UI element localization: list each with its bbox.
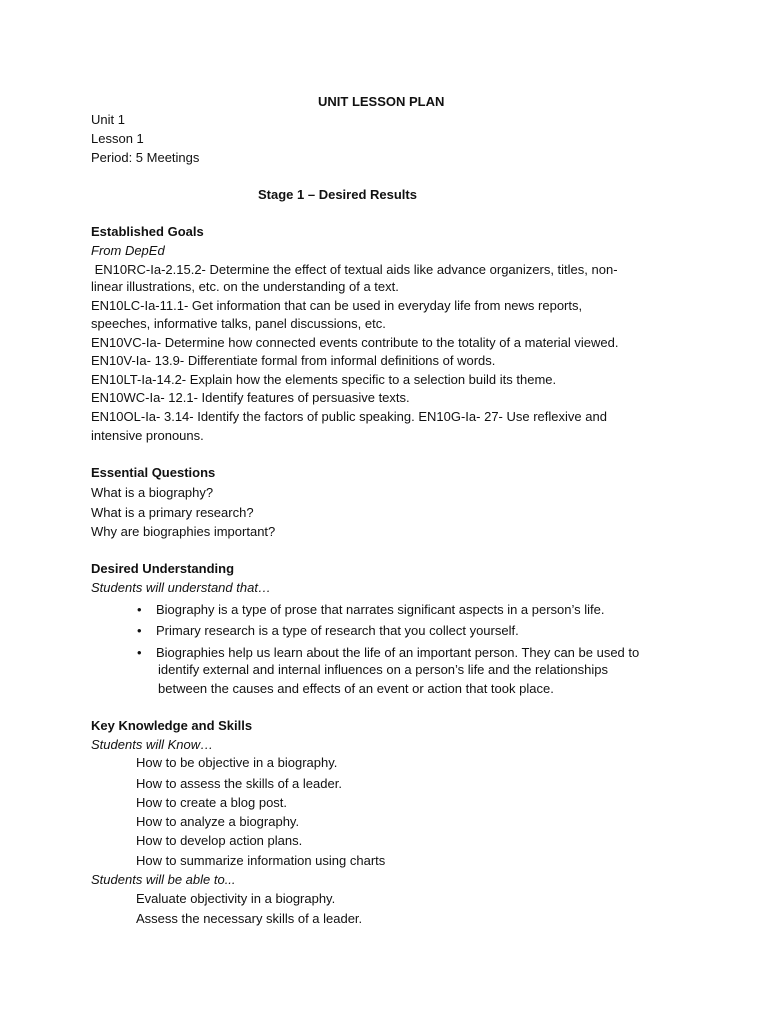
know-intro: Students will Know… bbox=[91, 737, 214, 752]
document-title: UNIT LESSON PLAN bbox=[318, 94, 445, 109]
know-item: How to assess the skills of a leader. bbox=[136, 776, 342, 791]
goal-line: EN10LT-Ia-14.2- Explain how the elements specific to a selection build its theme. bbox=[91, 372, 557, 387]
unit-label: Unit 1 bbox=[91, 112, 125, 127]
goal-line: EN10V-Ia- 13.9- Differentiate formal from informal definitions of words. bbox=[91, 353, 496, 368]
understanding-bullet-continuation: between the causes and effects of an event or action that took place. bbox=[158, 681, 554, 696]
know-item: How to develop action plans. bbox=[136, 833, 303, 848]
essential-question: What is a biography? bbox=[91, 485, 214, 500]
goal-line: speeches, informative talks, panel discussions, etc. bbox=[91, 316, 386, 331]
stage-heading: Stage 1 – Desired Results bbox=[258, 187, 417, 202]
period-label: Period: 5 Meetings bbox=[91, 150, 200, 165]
know-item: How to analyze a biography. bbox=[136, 814, 300, 829]
bullet-dot: • bbox=[137, 645, 142, 660]
able-intro: Students will be able to... bbox=[91, 872, 236, 887]
key-knowledge-heading: Key Knowledge and Skills bbox=[91, 718, 253, 733]
essential-question: What is a primary research? bbox=[91, 505, 254, 520]
understanding-bullet: Primary research is a type of research that you collect yourself. bbox=[156, 623, 519, 638]
desired-understanding-intro: Students will understand that… bbox=[91, 580, 271, 595]
bullet-dot: • bbox=[137, 623, 142, 638]
know-item: How to summarize information using charts bbox=[136, 853, 386, 868]
goal-line: EN10RC-Ia-2.15.2- Determine the effect of textual aids like advance organizers, titles, non- bbox=[91, 262, 618, 277]
goal-line: intensive pronouns. bbox=[91, 428, 204, 443]
know-item: How to be objective in a biography. bbox=[136, 755, 338, 770]
goal-line: EN10OL-Ia- 3.14- Identify the factors of public speaking. EN10G-Ia- 27- Use reflexive and bbox=[91, 409, 607, 424]
desired-understanding-heading: Desired Understanding bbox=[91, 561, 235, 576]
understanding-bullet: Biography is a type of prose that narrates significant aspects in a person’s life. bbox=[156, 602, 605, 617]
understanding-bullet: Biographies help us learn about the life of an important person. They can be used to bbox=[156, 645, 640, 660]
able-item: Assess the necessary skills of a leader. bbox=[136, 911, 363, 926]
goal-line: EN10LC-Ia-11.1- Get information that can be used in everyday life from news reports, bbox=[91, 298, 583, 313]
goal-line: linear illustrations, etc. on the understanding of a text. bbox=[91, 279, 399, 294]
essential-question: Why are biographies important? bbox=[91, 524, 276, 539]
lesson-label: Lesson 1 bbox=[91, 131, 144, 146]
goal-line: EN10WC-Ia- 12.1- Identify features of persuasive texts. bbox=[91, 390, 410, 405]
established-goals-heading: Established Goals bbox=[91, 224, 204, 239]
able-item: Evaluate objectivity in a biography. bbox=[136, 891, 336, 906]
established-goals-source: From DepEd bbox=[91, 243, 165, 258]
goal-line: EN10VC-Ia- Determine how connected events contribute to the totality of a material viewed. bbox=[91, 335, 619, 350]
bullet-dot: • bbox=[137, 602, 142, 617]
know-item: How to create a blog post. bbox=[136, 795, 288, 810]
understanding-bullet-continuation: identify external and internal influences on a person’s life and the relationships bbox=[158, 662, 608, 677]
essential-questions-heading: Essential Questions bbox=[91, 465, 216, 480]
